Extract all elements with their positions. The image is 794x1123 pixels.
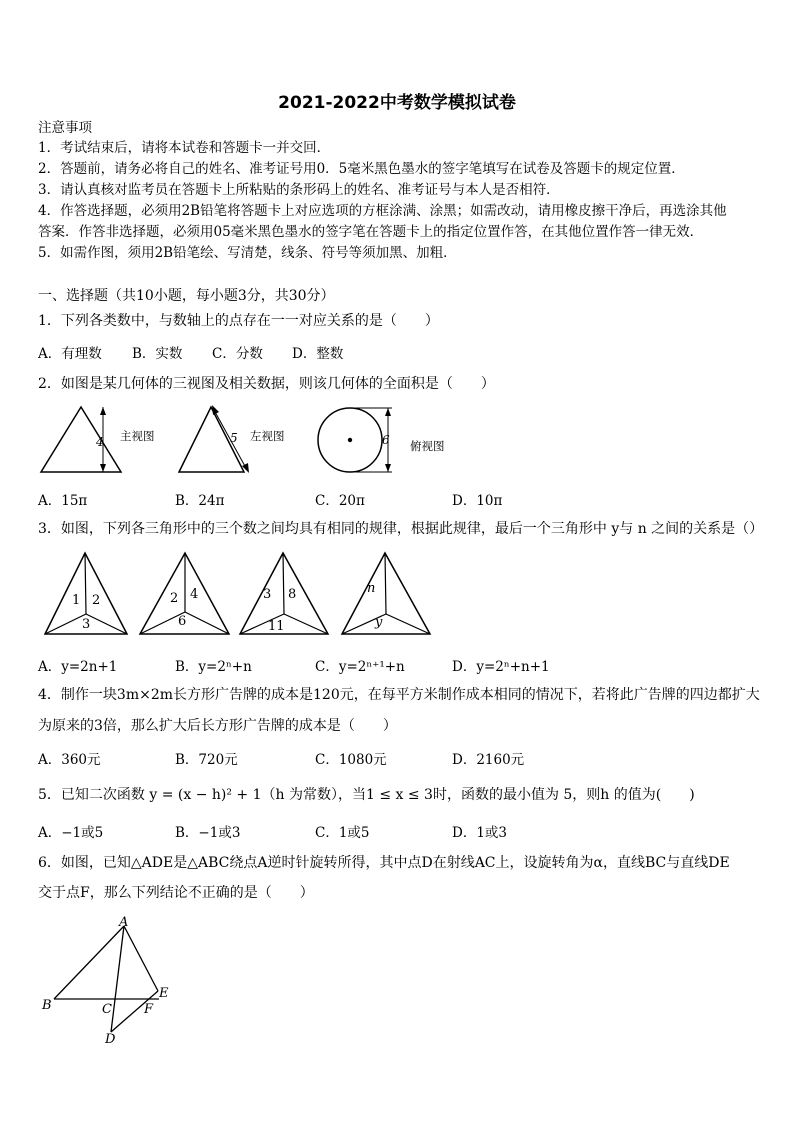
section-heading: 一、选择题（共10小题，每小题3分，共30分） — [38, 288, 335, 304]
question-2-stem: 2．如图是某几何体的三视图及相关数据，则该几何体的全面积是（ ） — [38, 376, 495, 392]
side-view-label: 左视图 — [250, 429, 285, 443]
q4-option-a: A．360元 — [38, 752, 101, 768]
q3-option-d: D．y=2ⁿ+n+1 — [452, 659, 550, 675]
point-f-label: F — [144, 1002, 154, 1017]
rotation-figure — [36, 912, 186, 1050]
question-6-stem-line2: 交于点F，那么下列结论不正确的是（ ） — [38, 885, 314, 901]
q3-option-a: A．y=2n+1 — [38, 659, 118, 675]
triangle-2 — [140, 553, 229, 634]
page-title: 2021-2022中考数学模拟试卷 — [278, 93, 516, 113]
front-view-triangle — [41, 407, 121, 472]
triangle-1-left: 1 — [72, 593, 81, 608]
side-view-dimension: 5 — [230, 431, 238, 445]
top-view-label: 俯视图 — [410, 439, 445, 453]
q5-option-a: A．−1或5 — [38, 825, 104, 841]
question-3-stem: 3．如图，下列各三角形中的三个数之间均具有相同的规律，根据此规律，最后一个三角形中 y与 n 之间的关系是（） — [38, 521, 764, 537]
q2-option-b: B．24π — [175, 493, 225, 509]
triangle-2-left: 2 — [170, 591, 179, 606]
segment-ad — [111, 926, 124, 1032]
triangle-3-bottom: 11 — [268, 619, 285, 634]
triangle-3 — [240, 553, 328, 634]
triangle-1-right: 2 — [92, 593, 101, 608]
triangle-2-bottom: 6 — [178, 614, 187, 629]
q5-option-c: C．1或5 — [315, 825, 370, 841]
q4-option-c: C．1080元 — [315, 752, 387, 768]
q1-option-b: B．实数 — [132, 346, 183, 362]
triangles-figure — [40, 548, 440, 638]
q5-option-d: D．1或3 — [452, 825, 508, 841]
triangle-2-right: 4 — [190, 587, 199, 602]
point-b-label: B — [42, 998, 52, 1013]
triangle-4-left: n — [367, 581, 376, 596]
q4-option-d: D．2160元 — [452, 752, 525, 768]
question-5-stem: 5．已知二次函数 y = (x − h)² + 1（h 为常数），当1 ≤ x ≤ 3时，函数的最小值为 5，则h 的值为( ) — [38, 787, 695, 803]
notice-item: 4．作答选择题，必须用2B铅笔将答题卡上对应选项的方框涂满、涂黑；如需改动，请用橡皮擦干净后，再选涂其他 — [38, 203, 727, 219]
triangle-4 — [342, 553, 430, 634]
segment-ab — [54, 926, 124, 999]
q3-option-c: C．y=2ⁿ⁺¹+n — [315, 659, 405, 675]
q2-option-d: D．10π — [452, 493, 503, 509]
question-4-stem-line2: 为原来的3倍，那么扩大后长方形广告牌的成本是（ ） — [38, 718, 397, 734]
top-view-center — [348, 438, 352, 442]
front-view-dimension: 4 — [96, 435, 104, 449]
q4-option-b: B．720元 — [175, 752, 238, 768]
q1-option-c: C．分数 — [212, 346, 263, 362]
q3-option-b: B．y=2ⁿ+n — [175, 659, 252, 675]
notice-item: 3．请认真核对监考员在答题卡上所粘贴的条形码上的姓名、准考证号与本人是否相符． — [38, 182, 560, 198]
top-view-dimension: 6 — [382, 433, 390, 447]
triangle-1 — [45, 553, 127, 634]
point-c-label: C — [102, 1002, 112, 1017]
notice-item: 5．如需作图，须用2B铅笔绘、写清楚，线条、符号等须加黑、加粗． — [38, 245, 457, 261]
triangle-1-bottom: 3 — [82, 617, 91, 632]
segment-ae — [124, 926, 158, 991]
q2-option-a: A．15π — [38, 493, 88, 509]
point-a-label: A — [119, 915, 129, 930]
question-1-stem: 1．下列各类数中，与数轴上的点存在一一对应关系的是（ ） — [38, 313, 439, 329]
q1-option-a: A．有理数 — [38, 346, 102, 362]
q1-option-d: D．整数 — [292, 346, 344, 362]
notice-item: 1．考试结束后，请将本试卷和答题卡一并交回． — [38, 140, 331, 156]
q5-option-b: B．−1或3 — [175, 825, 241, 841]
q2-option-c: C．20π — [315, 493, 365, 509]
triangle-3-right: 8 — [288, 587, 297, 602]
point-e-label: E — [159, 986, 169, 1001]
notice-heading: 注意事项 — [38, 120, 92, 136]
point-d-label: D — [105, 1032, 116, 1047]
triangle-3-left: 3 — [263, 587, 272, 602]
front-view-label: 主视图 — [120, 429, 155, 443]
three-views-figure — [36, 402, 448, 478]
question-6-stem-line1: 6．如图，已知△ADE是△ABC绕点A逆时针旋转所得，其中点D在射线AC上，设旋转角为α，直线BC与直线DE — [38, 855, 730, 871]
triangle-4-bottom: y — [375, 615, 383, 630]
question-4-stem-line1: 4．制作一块3m×2m长方形广告牌的成本是120元，在每平方米制作成本相同的情况下，若将此广告牌的四边都扩大 — [38, 687, 760, 703]
notice-item: 答案．作答非选择题，必须用05毫米黑色墨水的签字笔在答题卡上的指定位置作答，在其他位置作答一律无效． — [38, 224, 704, 240]
notice-item: 2．答题前，请务必将自己的姓名、准考证号用0．5毫米黑色墨水的签字笔填写在试卷及答题卡的规定位置． — [38, 161, 685, 177]
